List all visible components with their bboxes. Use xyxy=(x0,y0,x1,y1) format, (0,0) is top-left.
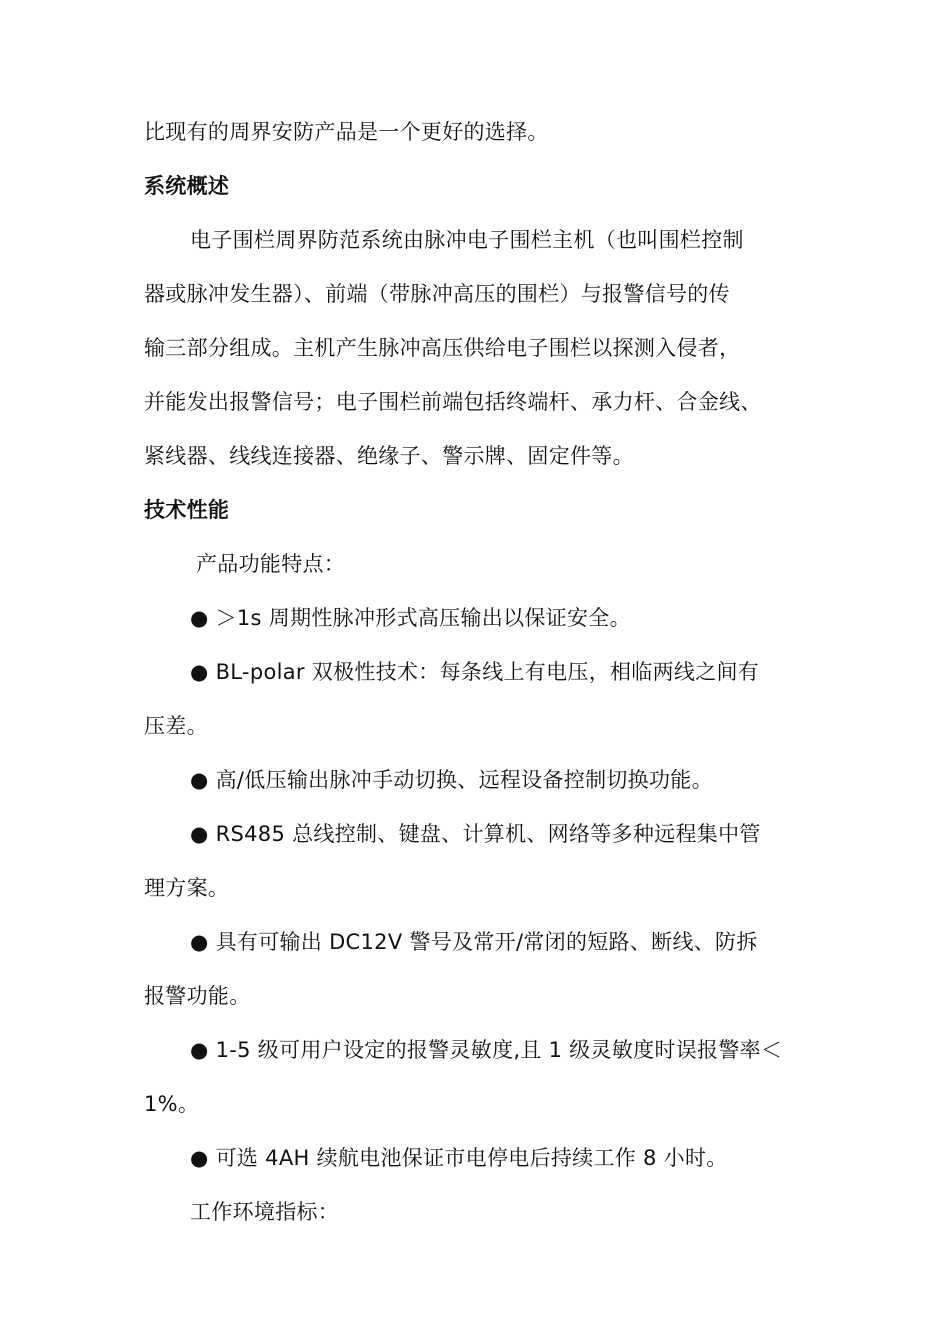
bullet-item: ● 具有可输出 DC12V 警号及常开/常闭的短路、断线、防拆 xyxy=(190,930,758,954)
bullet-continuation: 1%。 xyxy=(144,1092,200,1116)
section-heading-overview: 系统概述 xyxy=(144,174,230,198)
paragraph-line: 紧线器、线线连接器、绝缘子、警示牌、固定件等。 xyxy=(144,444,634,468)
bullet-item: ● 可选 4AH 续航电池保证市电停电后持续工作 8 小时。 xyxy=(190,1146,728,1170)
paragraph-line: 并能发出报警信号；电子围栏前端包括终端杆、承力杆、合金线、 xyxy=(144,390,762,414)
section-heading-performance: 技术性能 xyxy=(144,498,230,522)
paragraph-line: 电子围栏周界防范系统由脉冲电子围栏主机（也叫围栏控制 xyxy=(190,228,744,252)
bullet-item: ● 高/低压输出脉冲手动切换、远程设备控制切换功能。 xyxy=(190,768,713,792)
bullet-continuation: 压差。 xyxy=(144,714,208,738)
subheading-features: 产品功能特点： xyxy=(196,552,346,576)
bullet-item: ● ＞1s 周期性脉冲形式高压输出以保证安全。 xyxy=(190,606,631,630)
bullet-continuation: 报警功能。 xyxy=(144,984,251,1008)
subheading-environment: 工作环境指标： xyxy=(190,1200,340,1224)
bullet-continuation: 理方案。 xyxy=(144,876,230,900)
bullet-item: ● RS485 总线控制、键盘、计算机、网络等多种远程集中管 xyxy=(190,822,761,846)
bullet-item: ● BL-polar 双极性技术：每条线上有电压，相临两线之间有 xyxy=(190,660,760,684)
bullet-item: ● 1-5 级可用户设定的报警灵敏度,且 1 级灵敏度时误报警率＜ xyxy=(190,1038,783,1062)
paragraph-line: 输三部分组成。主机产生脉冲高压供给电子围栏以探测入侵者， xyxy=(144,336,741,360)
paragraph-line: 比现有的周界安防产品是一个更好的选择。 xyxy=(144,120,549,144)
paragraph-line: 器或脉冲发生器）、前端（带脉冲高压的围栏）与报警信号的传 xyxy=(144,282,730,306)
